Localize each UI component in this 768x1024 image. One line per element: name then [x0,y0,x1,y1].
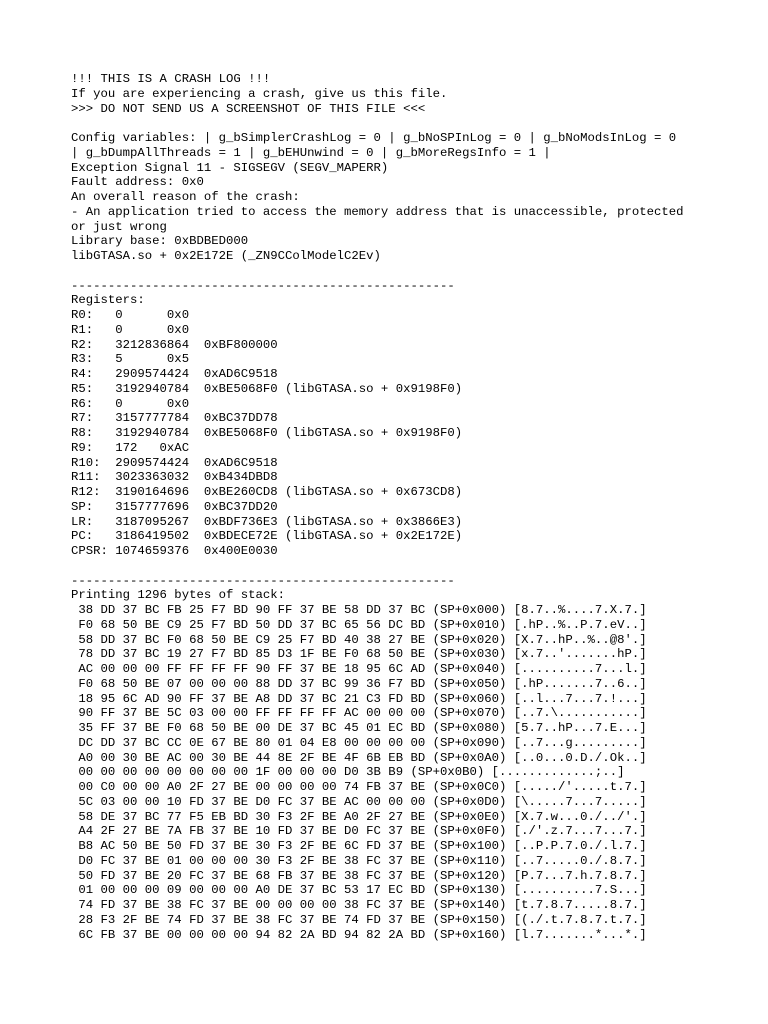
log-line: CPSR: 1074659376 0x400E0030 [71,544,278,558]
log-line: 01 00 00 00 09 00 00 00 A0 DE 37 BC 53 17 EC BD (SP+0x130) [..........7.S...] [71,883,647,898]
log-line: ---------------------------------------------------- [71,573,455,588]
log-line: ---------------------------------------------------- [71,278,455,293]
log-line: 90 FF 37 BE 5C 03 00 00 FF FF FF FF AC 00 00 00 (SP+0x070) [..7.\...........] [71,706,647,721]
log-line: 28 F3 2F BE 74 FD 37 BE 38 FC 37 BE 74 FD 37 BE (SP+0x150) [(./.t.7.8.7.t.7.] [71,912,647,927]
log-line: >>> DO NOT SEND US A SCREENSHOT OF THIS FILE <<< [71,101,426,116]
log-line: D0 FC 37 BE 01 00 00 00 30 F3 2F BE 38 FC 37 BE (SP+0x110) [..7.....0./.8.7.] [71,853,647,868]
log-line: A0 00 30 BE AC 00 30 BE 44 8E 2F BE 4F 6B EB BD (SP+0x0A0) [..0...0.D./.Ok..] [71,750,647,765]
log-line: Exception Signal 11 - SIGSEGV (SEGV_MAPERR) [71,160,389,175]
log-line: libGTASA.so + 0x2E172E (_ZN9CColModelC2Ev) [71,249,381,263]
log-line: R11: 3023363032 0xB434DBD8 [71,470,278,485]
log-line: or just wrong [71,219,167,234]
log-line: 00 C0 00 00 A0 2F 27 BE 00 00 00 00 74 FB 37 BE (SP+0x0C0) [...../'.....t.7.] [71,780,647,794]
log-line: R7: 3157777784 0xBC37DD78 [71,411,278,426]
log-line: R9: 172 0xAC [71,440,190,455]
log-line: F0 68 50 BE 07 00 00 00 88 DD 37 BC 99 36 F7 BD (SP+0x050) [.hP.......7..6..] [71,676,647,691]
log-line: A4 2F 27 BE 7A FB 37 BE 10 FD 37 BE D0 FC 37 BE (SP+0x0F0) [./'.z.7...7...7.] [71,824,647,839]
log-line: R6: 0 0x0 [71,396,190,411]
log-line: Fault address: 0x0 [71,175,204,190]
log-line: 5C 03 00 00 10 FD 37 BE D0 FC 37 BE AC 00 00 00 (SP+0x0D0) [\.....7...7.....] [71,794,647,809]
log-line: 50 FD 37 BE 20 FC 37 BE 68 FB 37 BE 38 FC 37 BE (SP+0x120) [P.7...7.h.7.8.7.] [71,868,647,883]
log-line: R10: 2909574424 0xAD6C9518 [71,455,278,470]
log-line [71,264,751,279]
log-line [71,116,751,131]
log-line: R2: 3212836864 0xBF800000 [71,337,278,352]
log-line: AC 00 00 00 FF FF FF FF 90 FF 37 BE 18 95 6C AD (SP+0x040) [..........7...l.] [71,662,647,676]
crash-log-document [71,72,751,942]
log-line: 74 FD 37 BE 38 FC 37 BE 00 00 00 00 38 FC 37 BE (SP+0x140) [t.7.8.7.....8.7.] [71,898,647,912]
log-line: R12: 3190164696 0xBE260CD8 (libGTASA.so + 0x673CD8) [71,485,463,499]
log-line: R1: 0 0x0 [71,322,190,337]
log-line: B8 AC 50 BE 50 FD 37 BE 30 F3 2F BE 6C FD 37 BE (SP+0x100) [..P.P.7.0./.l.7.] [71,839,647,853]
log-line: 38 DD 37 BC FB 25 F7 BD 90 FF 37 BE 58 DD 37 BC (SP+0x000) [8.7..%....7.X.7.] [71,603,647,617]
log-line: An overall reason of the crash: [71,190,300,204]
log-line: SP: 3157777696 0xBC37DD20 [71,499,278,514]
log-line: R0: 0 0x0 [71,308,190,322]
log-line: 18 95 6C AD 90 FF 37 BE A8 DD 37 BC 21 C3 FD BD (SP+0x060) [..l...7...7.!...] [71,691,647,706]
log-line: PC: 3186419502 0xBDECE72E (libGTASA.so + 0x2E172E) [71,529,463,544]
log-line: F0 68 50 BE C9 25 F7 BD 50 DD 37 BC 65 56 DC BD (SP+0x010) [.hP..%..P.7.eV..] [71,617,647,632]
log-line: If you are experiencing a crash, give us this file. [71,86,448,101]
log-line: 58 DD 37 BC F0 68 50 BE C9 25 F7 BD 40 38 27 BE (SP+0x020) [X.7..hP..%..@8'.] [71,632,647,647]
log-line: LR: 3187095267 0xBDF736E3 (libGTASA.so + 0x3866E3) [71,514,463,529]
log-line: !!! THIS IS A CRASH LOG !!! [71,72,271,86]
log-line: R3: 5 0x5 [71,352,190,367]
log-line: Registers: [71,293,145,308]
log-line: - An application tried to access the memory address that is unaccessible, protected [71,204,684,219]
log-line [71,559,751,574]
log-line: Config variables: | g_bSimplerCrashLog = 0 | g_bNoSPInLog = 0 | g_bNoModsInLog = 0 [71,131,677,145]
log-line: Library base: 0xBDBED000 [71,234,249,249]
log-line: 58 DE 37 BC 77 F5 EB BD 30 F3 2F BE A0 2F 27 BE (SP+0x0E0) [X.7.w...0./../'.] [71,809,647,824]
log-line: Printing 1296 bytes of stack: [71,588,286,603]
log-line: 00 00 00 00 00 00 00 00 1F 00 00 00 D0 3B B9 (SP+0x0B0) [.............;..] [71,765,625,780]
log-line: R4: 2909574424 0xAD6C9518 [71,367,278,381]
log-line: 6C FB 37 BE 00 00 00 00 94 82 2A BD 94 82 2A BD (SP+0x160) [l.7.......*...*.] [71,927,647,942]
log-line: 35 FF 37 BE F0 68 50 BE 00 DE 37 BC 45 01 EC BD (SP+0x080) [5.7..hP...7.E...] [71,721,647,735]
log-line: DC DD 37 BC CC 0E 67 BE 80 01 04 E8 00 00 00 00 (SP+0x090) [..7...g.........] [71,735,647,750]
log-line: 78 DD 37 BC 19 27 F7 BD 85 D3 1F BE F0 68 50 BE (SP+0x030) [x.7..'.......hP.] [71,647,647,662]
log-line: | g_bDumpAllThreads = 1 | g_bEHUnwind = 0 | g_bMoreRegsInfo = 1 | [71,145,551,160]
log-line: R8: 3192940784 0xBE5068F0 (libGTASA.so + 0x9198F0) [71,426,463,440]
log-line: R5: 3192940784 0xBE5068F0 (libGTASA.so + 0x9198F0) [71,381,463,396]
